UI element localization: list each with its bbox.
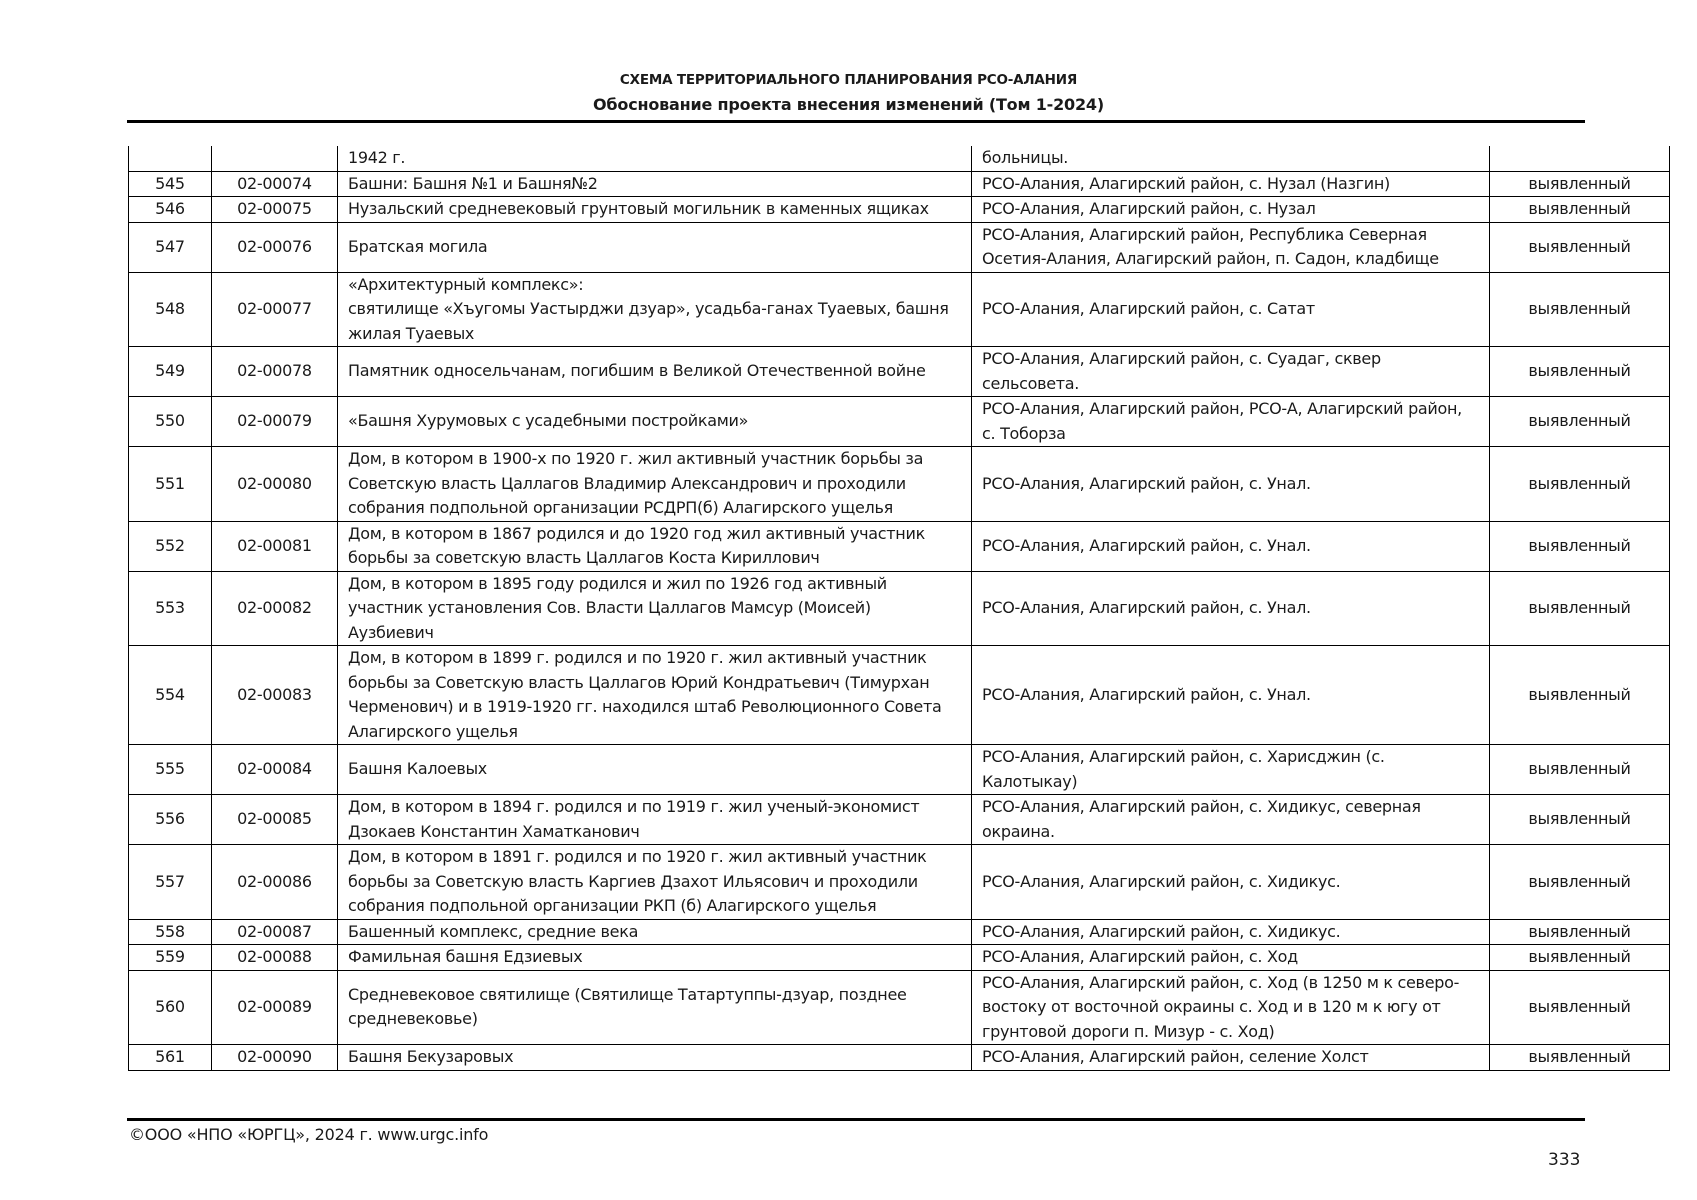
- table-row: [129, 222, 1670, 272]
- table-row: [129, 795, 1670, 845]
- row-number-cell: 545: [129, 171, 212, 197]
- object-code-cell: 02-00088: [212, 945, 338, 971]
- row-number-cell: 561: [129, 1045, 212, 1071]
- table-row: [129, 845, 1670, 920]
- object-status-cell: выявленный: [1490, 745, 1670, 795]
- object-status-cell: выявленный: [1490, 171, 1670, 197]
- table-row: [129, 945, 1670, 971]
- object-status-cell: выявленный: [1490, 447, 1670, 522]
- page-number: 333: [1548, 1150, 1581, 1170]
- object-address-cell: РСО-Алания, Алагирский район, с. Унал.: [972, 571, 1490, 646]
- object-status-cell: выявленный: [1490, 795, 1670, 845]
- object-name-cell: Дом, в котором в 1891 г. родился и по 1920 г. жил активный участник борьбы за Советскую власть Каргиев Дзахот Ильясович и проходили собрания подпольной организации РКП (б) Алагирского ущелья: [338, 845, 972, 920]
- object-status-cell: выявленный: [1490, 571, 1670, 646]
- object-status-cell: выявленный: [1490, 222, 1670, 272]
- object-address-cell: больницы.: [972, 146, 1490, 171]
- object-status-cell: выявленный: [1490, 272, 1670, 347]
- register-table-body: [129, 146, 1670, 1070]
- object-address-cell: РСО-Алания, Алагирский район, с. Унал.: [972, 447, 1490, 522]
- footer-copyright: ©ООО «НПО «ЮРГЦ», 2024 г. www.urgc.info: [129, 1125, 489, 1144]
- object-status-cell: выявленный: [1490, 970, 1670, 1045]
- object-address-cell: РСО-Алания, Алагирский район, с. Нузал (Назгин): [972, 171, 1490, 197]
- object-name-cell: Башня Калоевых: [338, 745, 972, 795]
- object-code-cell: 02-00082: [212, 571, 338, 646]
- row-number-cell: 554: [129, 646, 212, 745]
- object-address-cell: РСО-Алания, Алагирский район, Республика Северная Осетия-Алания, Алагирский район, п. Садон, кладбище: [972, 222, 1490, 272]
- object-address-cell: РСО-Алания, Алагирский район, с. Унал.: [972, 521, 1490, 571]
- object-name-cell: Дом, в котором в 1900-х по 1920 г. жил активный участник борьбы за Советскую власть Цаллагов Владимир Александрович и проходили собрания подпольной организации РСДРП(б) Алагирского ущелья: [338, 447, 972, 522]
- object-address-cell: РСО-Алания, Алагирский район, с. Унал.: [972, 646, 1490, 745]
- document-title: СХЕМА ТЕРРИТОРИАЛЬНОГО ПЛАНИРОВАНИЯ РСО-АЛАНИЯ: [619, 72, 1078, 88]
- object-name-cell: Памятник односельчанам, погибшим в Великой Отечественной войне: [338, 347, 972, 397]
- object-address-cell: РСО-Алания, Алагирский район, с. Сатат: [972, 272, 1490, 347]
- row-number-cell: 556: [129, 795, 212, 845]
- object-code-cell: 02-00079: [212, 397, 338, 447]
- object-status-cell: выявленный: [1490, 1045, 1670, 1071]
- table-row: [129, 272, 1670, 347]
- object-status-cell: выявленный: [1490, 347, 1670, 397]
- object-status-cell: выявленный: [1490, 397, 1670, 447]
- table-row: [129, 571, 1670, 646]
- object-address-cell: РСО-Алания, Алагирский район, с. Суадаг, сквер сельсовета.: [972, 347, 1490, 397]
- object-address-cell: РСО-Алания, Алагирский район, с. Ход (в 1250 м к северо-востоку от восточной окраины с. Ход и в 120 м к югу от грунтовой дороги п. Мизур - с. Ход): [972, 970, 1490, 1045]
- table-row-continuation: [129, 146, 1670, 171]
- object-address-cell: РСО-Алания, Алагирский район, с. Харисджин (с. Калотыкау): [972, 745, 1490, 795]
- object-status-cell: выявленный: [1490, 845, 1670, 920]
- object-code-cell: 02-00075: [212, 197, 338, 223]
- object-code-cell: 02-00080: [212, 447, 338, 522]
- object-address-cell: РСО-Алания, Алагирский район, селение Холст: [972, 1045, 1490, 1071]
- object-status-cell: выявленный: [1490, 197, 1670, 223]
- object-name-cell: «Башня Хурумовых с усадебными постройками»: [338, 397, 972, 447]
- object-code-cell: 02-00085: [212, 795, 338, 845]
- row-number-cell: 548: [129, 272, 212, 347]
- object-name-cell: Башни: Башня №1 и Башня№2: [338, 171, 972, 197]
- object-code-cell: 02-00077: [212, 272, 338, 347]
- object-name-cell: «Архитектурный комплекс»: святилище «Хъугомы Уастырджи дзуар», усадьба-ганах Туаевых, башня жилая Туаевых: [338, 272, 972, 347]
- table-row: [129, 521, 1670, 571]
- table-row: [129, 745, 1670, 795]
- object-status-cell: выявленный: [1490, 919, 1670, 945]
- row-number-cell: 557: [129, 845, 212, 920]
- row-number-cell: 547: [129, 222, 212, 272]
- heritage-register-table: [128, 146, 1670, 1071]
- object-address-cell: РСО-Алания, Алагирский район, с. Хидикус.: [972, 919, 1490, 945]
- object-name-cell: Средневековое святилище (Святилище Татартуппы-дзуар, позднее средневековье): [338, 970, 972, 1045]
- row-number-cell: 560: [129, 970, 212, 1045]
- row-number-cell: 546: [129, 197, 212, 223]
- object-code-cell: 02-00081: [212, 521, 338, 571]
- row-number-cell: 550: [129, 397, 212, 447]
- object-status-cell: выявленный: [1490, 646, 1670, 745]
- object-address-cell: РСО-Алания, Алагирский район, с. Хидикус, северная окраина.: [972, 795, 1490, 845]
- object-code-cell: 02-00076: [212, 222, 338, 272]
- table-row: [129, 447, 1670, 522]
- object-code-cell: 02-00084: [212, 745, 338, 795]
- table-row: [129, 1045, 1670, 1071]
- object-name-cell: Башенный комплекс, средние века: [338, 919, 972, 945]
- table-row: [129, 197, 1670, 223]
- footer-rule: [127, 1118, 1585, 1121]
- object-name-cell: Дом, в котором в 1894 г. родился и по 1919 г. жил ученый-экономист Дзокаев Константин Хаматканович: [338, 795, 972, 845]
- row-number-cell: 553: [129, 571, 212, 646]
- object-address-cell: РСО-Алания, Алагирский район, с. Ход: [972, 945, 1490, 971]
- object-code-cell: 02-00086: [212, 845, 338, 920]
- object-name-cell: Дом, в котором в 1867 родился и до 1920 год жил активный участник борьбы за советскую власть Цаллагов Коста Кириллович: [338, 521, 972, 571]
- row-number-cell: 555: [129, 745, 212, 795]
- object-name-cell: Башня Бекузаровых: [338, 1045, 972, 1071]
- object-address-cell: РСО-Алания, Алагирский район, с. Хидикус.: [972, 845, 1490, 920]
- header-rule: [127, 120, 1585, 123]
- object-name-cell: Братская могила: [338, 222, 972, 272]
- table-row: [129, 919, 1670, 945]
- table-row: [129, 347, 1670, 397]
- object-code-cell: 02-00087: [212, 919, 338, 945]
- object-address-cell: РСО-Алания, Алагирский район, РСО-А, Алагирский район, с. Тоборза: [972, 397, 1490, 447]
- object-address-cell: РСО-Алания, Алагирский район, с. Нузал: [972, 197, 1490, 223]
- row-number-cell: [129, 146, 212, 171]
- table-row: [129, 646, 1670, 745]
- row-number-cell: 549: [129, 347, 212, 397]
- object-code-cell: [212, 146, 338, 171]
- row-number-cell: 552: [129, 521, 212, 571]
- row-number-cell: 558: [129, 919, 212, 945]
- document-subtitle: Обоснование проекта внесения изменений (Том 1-2024): [593, 95, 1104, 114]
- object-code-cell: 02-00090: [212, 1045, 338, 1071]
- table-row: [129, 970, 1670, 1045]
- object-name-cell: Дом, в котором в 1899 г. родился и по 1920 г. жил активный участник борьбы за Советскую власть Цаллагов Юрий Кондратьевич (Тимурхан Черменович) и в 1919-1920 гг. находился штаб Революционного Совета Алагирского ущелья: [338, 646, 972, 745]
- object-name-cell: Фамильная башня Едзиевых: [338, 945, 972, 971]
- object-status-cell: [1490, 146, 1670, 171]
- object-code-cell: 02-00089: [212, 970, 338, 1045]
- table-row: [129, 171, 1670, 197]
- object-code-cell: 02-00083: [212, 646, 338, 745]
- object-name-cell: 1942 г.: [338, 146, 972, 171]
- object-status-cell: выявленный: [1490, 945, 1670, 971]
- table-row: [129, 397, 1670, 447]
- object-name-cell: Дом, в котором в 1895 году родился и жил по 1926 год активный участник установления Сов. Власти Цаллагов Мамсур (Моисей) Аузбиевич: [338, 571, 972, 646]
- object-code-cell: 02-00074: [212, 171, 338, 197]
- object-status-cell: выявленный: [1490, 521, 1670, 571]
- row-number-cell: 551: [129, 447, 212, 522]
- row-number-cell: 559: [129, 945, 212, 971]
- object-code-cell: 02-00078: [212, 347, 338, 397]
- object-name-cell: Нузальский средневековый грунтовый могильник в каменных ящиках: [338, 197, 972, 223]
